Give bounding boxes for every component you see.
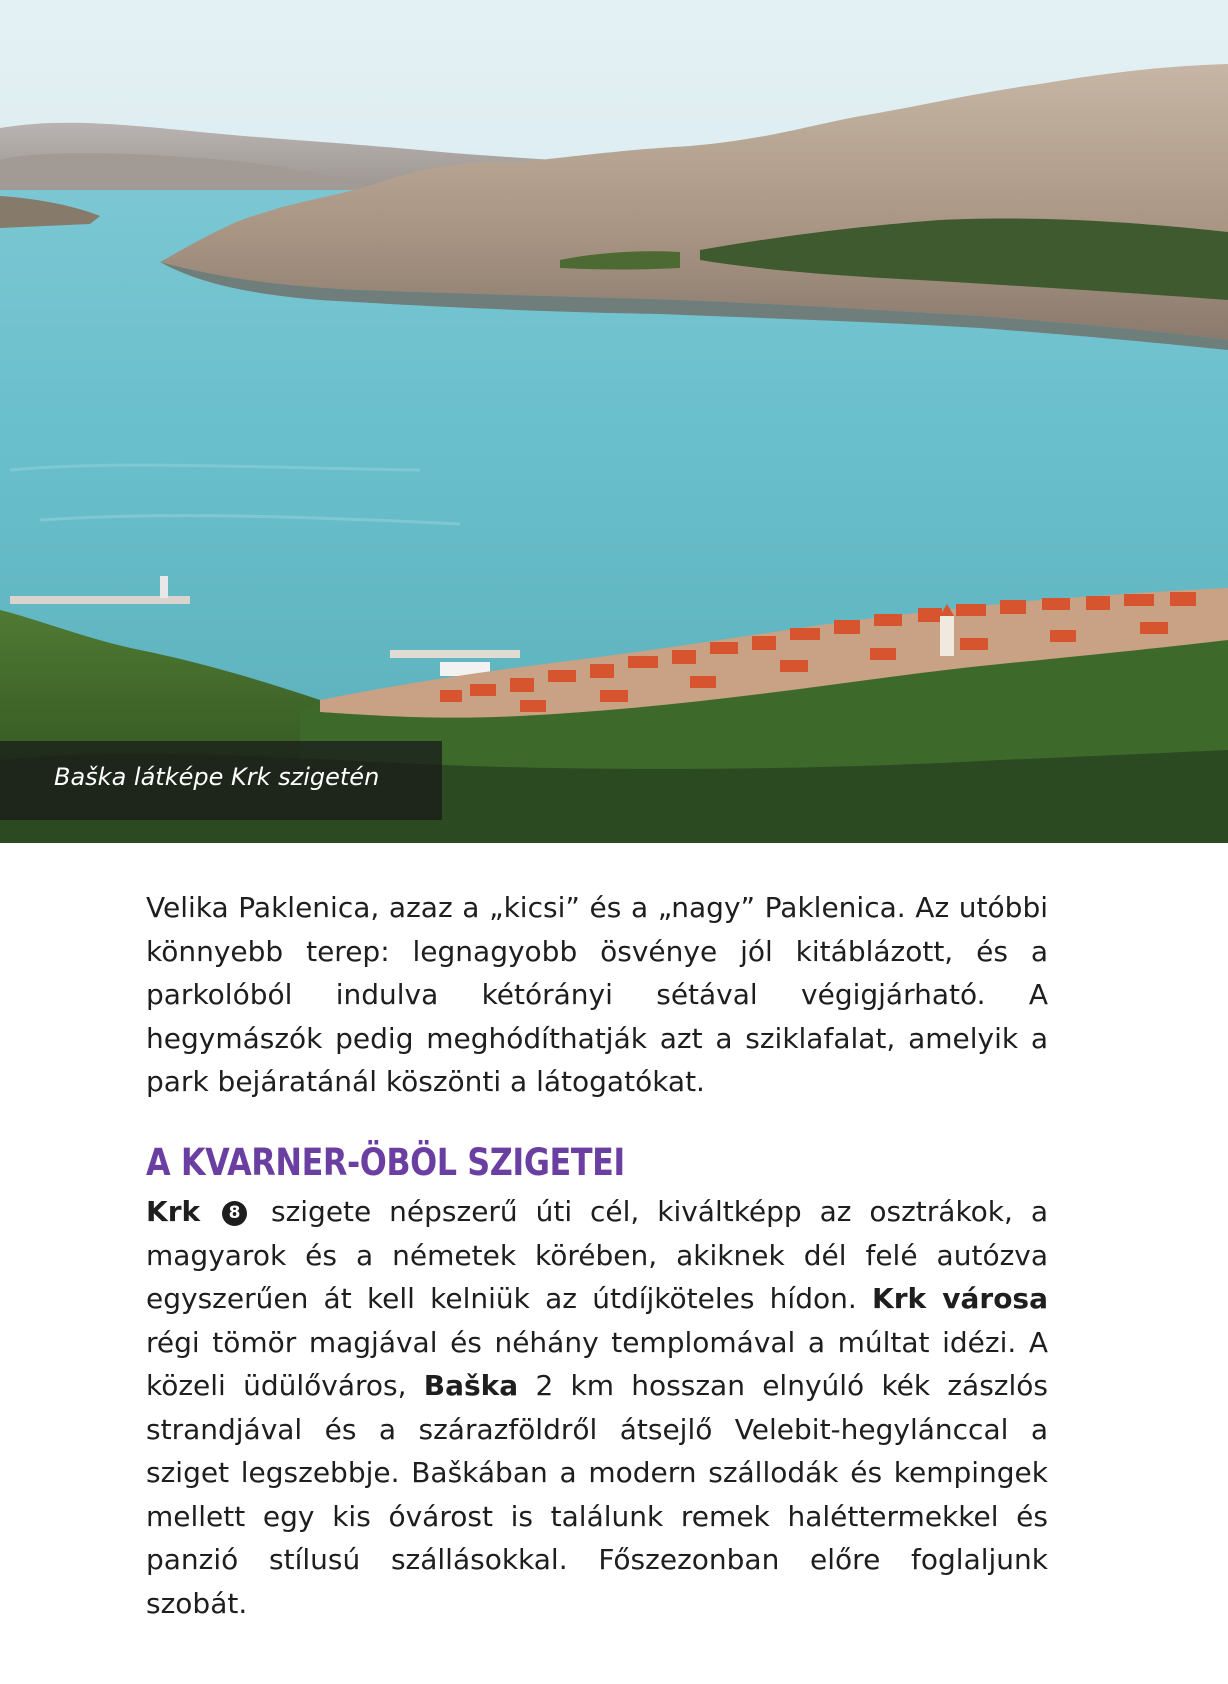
- krk-text-1: szigete népszerű úti cél, kiváltképp az osztrákok, a magyarok és a németek körében, akiknek dél felé autózva egyszerűen át kell kelniük az útdíjköteles hídon.: [146, 1195, 1048, 1315]
- krk-text-2: régi tömör magjával és néhány templomával a múltat idézi. A közeli üdülőváros,: [146, 1325, 1048, 1402]
- map-marker-icon: 8: [222, 1201, 247, 1226]
- krk-text-3: 2 km hosszan elnyúló kék zászlós strandjával és a szárazföldről átsejlő Velebit-hegylánccal a sziget legszebbje. Baškában a modern szállodák és kempingek mellett egy kis óvárost is találunk remek haléttermekkel és panzió stílusú szállásokkal. Főszezonban előre foglaljunk szobát.: [146, 1369, 1048, 1620]
- krk-town-term: Krk városa: [872, 1282, 1048, 1315]
- photo-caption: Baška látképe Krk szigetén: [54, 763, 380, 791]
- intro-paragraph: Velika Paklenica, azaz a „kicsi” és a „nagy” Paklenica. Az utóbbi könnyebb terep: legnagyobb ösvénye jól kitáblázott, és a parkolóból indulva kétórányi sétával végigjárható. A hegymászók pedig meghódíthatják azt a sziklafalat, amelyik a park bejáratánál köszönti a látogatókat.: [146, 891, 1048, 1098]
- section-heading: A KVARNER-ÖBÖL SZIGETEI: [146, 1141, 625, 1184]
- krk-term: Krk: [146, 1195, 201, 1228]
- baska-term: Baška: [423, 1369, 519, 1402]
- krk-paragraph: [146, 1190, 1048, 1625]
- photo-caption-box: [0, 741, 442, 820]
